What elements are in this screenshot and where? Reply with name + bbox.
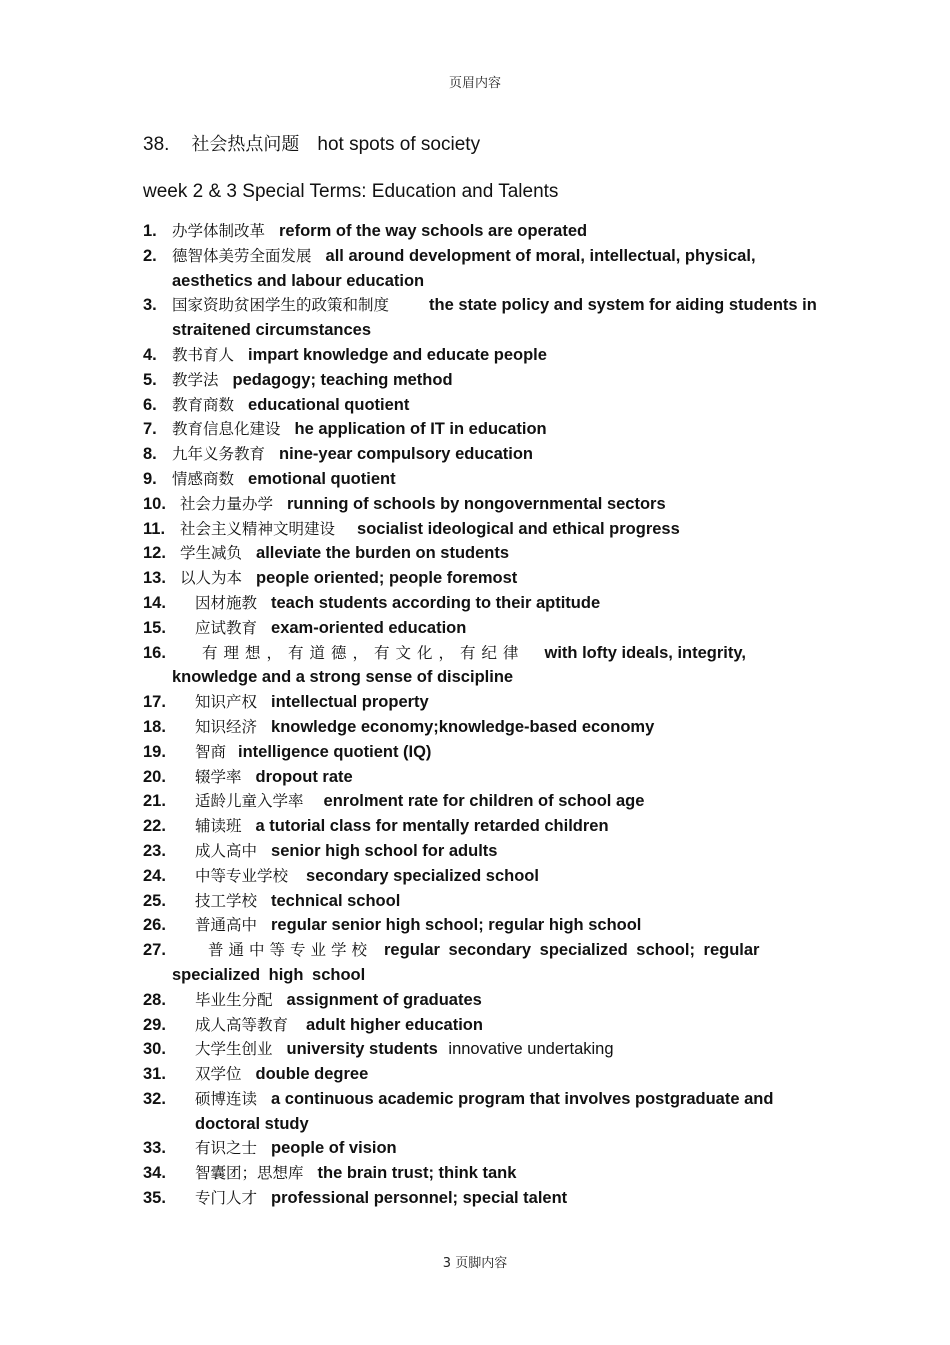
term-zh: 辍学率 xyxy=(195,767,242,786)
term-zh: 教书育人 xyxy=(172,345,235,364)
term-en: all around development of moral, intellectual, physical, aesthetics and labour education xyxy=(172,246,756,290)
term-en: senior high school for adults xyxy=(271,841,498,860)
term-number: 21. xyxy=(143,792,166,811)
term-en: knowledge economy;knowledge-based economy xyxy=(271,717,655,736)
term-zh: 应试教育 xyxy=(195,618,258,637)
term-en: a tutorial class for mentally retarded children xyxy=(255,817,609,836)
term-en: double degree xyxy=(255,1065,369,1084)
term-item xyxy=(143,765,828,790)
term-zh: 硕博连读 xyxy=(195,1089,258,1108)
term-item xyxy=(143,1037,828,1062)
term-item xyxy=(143,913,828,938)
term-zh: 国家资助贫困学生的政策和制度 xyxy=(172,296,390,315)
term-zh: 有理想，有道德，有文化，有纪律 xyxy=(202,643,525,662)
term-en: alleviate the burden on students xyxy=(256,544,510,563)
term-item xyxy=(143,789,828,814)
term-item xyxy=(143,417,828,442)
section-title-en: hot spots of society xyxy=(317,134,481,155)
term-zh: 学生减负 xyxy=(180,544,243,563)
term-zh: 社会力量办学 xyxy=(180,494,274,513)
term-zh: 普通中等专业学校 xyxy=(208,941,373,960)
term-en-plain: innovative undertaking xyxy=(448,1040,614,1059)
term-item xyxy=(143,442,828,467)
term-number: 24. xyxy=(143,866,166,885)
term-item xyxy=(143,814,828,839)
term-zh: 普通高中 xyxy=(195,916,258,935)
term-number: 26. xyxy=(143,916,166,935)
term-number: 33. xyxy=(143,1139,166,1158)
term-zh: 情感商数 xyxy=(172,469,235,488)
term-zh: 大学生创业 xyxy=(195,1040,273,1059)
term-zh: 教学法 xyxy=(172,370,219,389)
term-en: impart knowledge and educate people xyxy=(248,345,547,364)
term-zh: 智囊团；思想库 xyxy=(195,1164,304,1183)
term-en: people of vision xyxy=(271,1139,397,1158)
term-number: 8. xyxy=(143,445,157,464)
term-zh: 以人为本 xyxy=(180,569,243,588)
term-zh: 中等专业学校 xyxy=(195,866,289,885)
term-number: 32. xyxy=(143,1089,166,1108)
term-en: university students xyxy=(286,1040,438,1059)
term-en: technical school xyxy=(271,891,401,910)
term-item xyxy=(143,1161,828,1186)
term-en: dropout rate xyxy=(255,767,353,786)
term-zh: 智商 xyxy=(195,742,227,761)
section-title-zh: 社会热点问题 xyxy=(191,134,300,155)
term-en: regular secondary specialized school; regular specialized high school xyxy=(172,941,760,984)
term-en: teach students according to their aptitude xyxy=(271,593,601,612)
term-en: exam-oriented education xyxy=(271,618,467,637)
term-en: nine-year compulsory education xyxy=(279,445,533,464)
term-number: 28. xyxy=(143,990,166,1009)
term-number: 7. xyxy=(143,420,157,439)
term-number: 18. xyxy=(143,717,166,736)
term-number: 19. xyxy=(143,742,166,761)
term-zh: 办学体制改革 xyxy=(172,222,266,240)
term-item xyxy=(143,393,828,418)
term-zh: 知识经济 xyxy=(195,717,258,736)
term-en: professional personnel; special talent xyxy=(271,1189,568,1208)
term-number: 15. xyxy=(143,618,166,637)
term-zh: 专门人才 xyxy=(195,1189,258,1208)
term-en: people oriented; people foremost xyxy=(256,569,518,588)
term-item xyxy=(143,690,828,715)
term-zh: 成人高中 xyxy=(195,841,258,860)
term-zh: 辅读班 xyxy=(195,817,242,836)
page-header: 页眉内容 xyxy=(448,76,501,91)
term-item xyxy=(143,938,828,988)
term-en: adult higher education xyxy=(306,1015,483,1034)
term-zh: 有识之士 xyxy=(195,1139,258,1158)
term-number: 25. xyxy=(143,891,166,910)
term-item xyxy=(143,889,828,914)
term-number: 4. xyxy=(143,345,157,364)
term-en: reform of the way schools are operated xyxy=(279,222,588,240)
term-item xyxy=(143,740,828,765)
term-en: he application of IT in education xyxy=(294,420,547,439)
section-number: 38. xyxy=(143,134,170,155)
page-footer: 3 页脚内容 xyxy=(442,1256,508,1271)
term-item xyxy=(143,566,828,591)
term-item xyxy=(143,864,828,889)
term-zh: 社会主义精神文明建设 xyxy=(180,519,336,538)
term-number: 29. xyxy=(143,1015,166,1034)
term-item xyxy=(143,1087,828,1137)
term-item xyxy=(143,541,828,566)
term-en: a continuous academic program that involves postgraduate and doctoral study xyxy=(195,1089,774,1133)
term-zh: 因材施教 xyxy=(195,593,258,612)
term-item xyxy=(143,343,828,368)
term-zh: 德智体美劳全面发展 xyxy=(172,246,312,265)
term-item xyxy=(143,244,828,294)
term-number: 22. xyxy=(143,817,166,836)
term-number: 20. xyxy=(143,767,166,786)
term-item xyxy=(143,616,828,641)
term-en: intelligence quotient (IQ) xyxy=(238,742,432,761)
term-number: 9. xyxy=(143,469,157,488)
term-number: 16. xyxy=(143,643,166,662)
term-item xyxy=(143,293,828,343)
term-zh: 技工学校 xyxy=(195,891,258,910)
term-item xyxy=(143,1136,828,1161)
term-item xyxy=(143,839,828,864)
term-item xyxy=(143,641,828,691)
term-number: 3. xyxy=(143,296,157,315)
term-item xyxy=(143,988,828,1013)
term-number: 6. xyxy=(143,395,157,414)
term-zh: 毕业生分配 xyxy=(195,990,273,1009)
term-item xyxy=(143,492,828,517)
term-number: 31. xyxy=(143,1065,166,1084)
term-en: assignment of graduates xyxy=(286,990,482,1009)
term-item xyxy=(143,1186,828,1211)
term-en: secondary specialized school xyxy=(306,866,539,885)
term-number: 23. xyxy=(143,841,166,860)
term-en: pedagogy; teaching method xyxy=(232,370,453,389)
term-zh: 九年义务教育 xyxy=(172,445,266,464)
term-item xyxy=(143,219,828,244)
term-number: 27. xyxy=(143,941,166,960)
subtitle: week 2 & 3 Special Terms: Education and Talents xyxy=(143,181,559,202)
term-number: 12. xyxy=(143,544,166,563)
term-list xyxy=(143,219,828,1211)
term-number: 10. xyxy=(143,494,166,513)
term-zh: 教育商数 xyxy=(172,395,235,414)
term-item xyxy=(143,715,828,740)
term-en: the state policy and system for aiding students in straitened circumstances xyxy=(172,296,817,340)
term-en: educational quotient xyxy=(248,395,410,414)
term-number: 2. xyxy=(143,246,157,265)
term-zh: 双学位 xyxy=(195,1065,242,1084)
term-item xyxy=(143,467,828,492)
section-title xyxy=(143,130,480,156)
term-number: 34. xyxy=(143,1164,166,1183)
term-number: 13. xyxy=(143,569,166,588)
term-number: 35. xyxy=(143,1189,166,1208)
term-zh: 成人高等教育 xyxy=(195,1015,289,1034)
term-en: the brain trust; think tank xyxy=(317,1164,517,1183)
term-en: socialist ideological and ethical progress xyxy=(357,519,680,538)
term-zh: 知识产权 xyxy=(195,693,258,712)
term-number: 30. xyxy=(143,1040,166,1059)
term-item xyxy=(143,1013,828,1038)
term-zh: 适龄儿童入学率 xyxy=(195,792,304,811)
term-en: with lofty ideals, integrity, knowledge and a strong sense of discipline xyxy=(172,643,746,687)
term-item xyxy=(143,1062,828,1087)
term-number: 17. xyxy=(143,693,166,712)
term-en: running of schools by nongovernmental sectors xyxy=(287,494,666,513)
term-number: 5. xyxy=(143,370,157,389)
term-item xyxy=(143,517,828,542)
term-en: regular senior high school; regular high school xyxy=(271,916,642,935)
term-number: 11. xyxy=(143,519,166,538)
term-number: 1. xyxy=(143,222,157,240)
term-number: 14. xyxy=(143,593,166,612)
term-en: enrolment rate for children of school age xyxy=(323,792,645,811)
term-en: emotional quotient xyxy=(248,469,396,488)
term-item xyxy=(143,368,828,393)
term-zh: 教育信息化建设 xyxy=(172,420,281,439)
term-item xyxy=(143,591,828,616)
term-en: intellectual property xyxy=(271,693,429,712)
